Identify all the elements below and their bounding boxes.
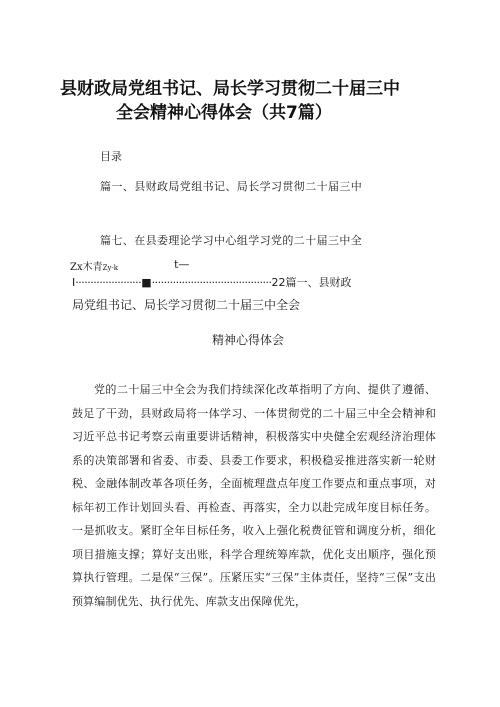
leader-prefix: I (72, 276, 76, 289)
toc-continuation: 局党组书记、局长学习贯彻二十届三中全会 (72, 298, 301, 312)
title-line-1: 县财政局党组书记、局长学习贯彻二十届三中 (60, 79, 400, 99)
garbled-sub-text: Zy-k (102, 264, 119, 272)
body-paragraph: 党的二十届三中全会为我们持续深化改革指明了方向、提供了遵循、鼓足了干劲，县财政局将一体学习、一体贯彻党的二十届三中全会精神和习近平总书记考察云南重要讲话精神，积极落实中央健全宏观经济治理体系的决策部署和省委、市委、县委工作要求，积极稳妥推进落实新一轮财税、金融体制改革各项任务，全面梳理盘点年度工作要点和重点事项，对标年初工作计划回头看、再检查、再落实，全力以赴完成年度目标任务。一是抓收支。紧盯全年目标任务，收入上强化税费征管和调度分析，细化项目措施支撑；算好支出账，科学合理统筹库款，优化支出顺序，强化预算执行管理。二是保“三保”。压紧压实“三保”主体责任，坚持“三保”支出预算编制优先、执行优先、库款支出保障优先， (72, 383, 436, 608)
leader-tail: 22篇一、县财政 (271, 276, 352, 289)
toc-item-7[interactable]: 篇七、在县委理论学习中心组学习党的二十届三中全 (100, 234, 363, 247)
document-title (60, 77, 460, 125)
toc-label: 目录 (100, 150, 122, 163)
title-line-2: 全会精神心得体会（共7篇） (116, 103, 332, 123)
section-subtitle: 精神心得体会 (212, 333, 285, 347)
leader-mark: ■ (141, 276, 152, 289)
garbled-toc-fragment (70, 258, 190, 273)
leader-dots-1: ······················ (75, 276, 142, 289)
leader-dots-2: ········································ (151, 276, 272, 289)
toc-leader-line[interactable] (72, 275, 432, 291)
garbled-right-text: t— (174, 258, 190, 271)
toc-item-1[interactable]: 篇一、县财政局党组书记、局长学习贯彻二十届三中 (100, 180, 363, 193)
garbled-left-text: Zx木青 (70, 262, 103, 273)
